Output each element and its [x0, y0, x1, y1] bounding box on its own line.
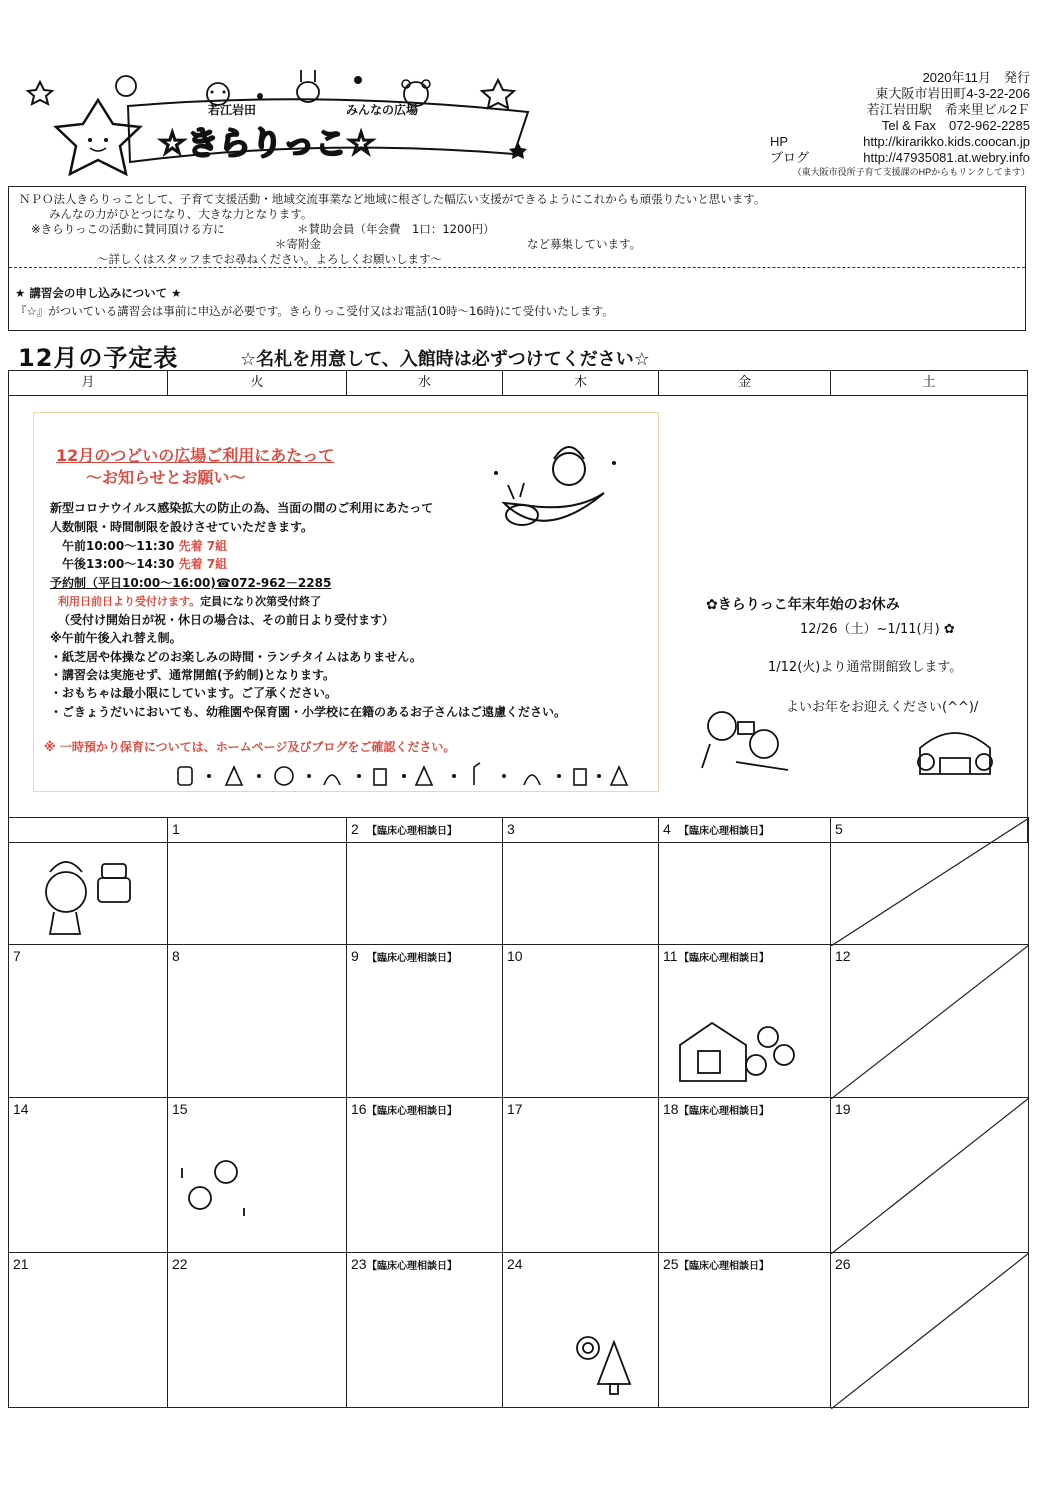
date-number: 11 [663, 948, 678, 964]
calendar-cell [8, 1097, 168, 1253]
weekday-thu: 木 [502, 370, 659, 396]
chef-cake-illustration [36, 852, 142, 936]
blog-label: ブログ [770, 150, 810, 165]
hp-link[interactable]: http://kirarikko.kids.coocan.jp [863, 134, 1030, 149]
date-number: 2 [351, 821, 359, 837]
holiday-title: ✿きらりっこ年末年始のお休み [706, 597, 900, 613]
calendar-cell [502, 944, 659, 1098]
lecture-text: 『☆』がついている講習会は事前に申込が必要です。きらりっこ受付又はお電話(10時～16時)にて受付いたします。 [15, 304, 614, 318]
intro-line-3a: ※きらりっこの活動に賛同頂ける方に [31, 222, 225, 236]
consultation-day-tag: 【臨床心理相談日】 [679, 953, 769, 964]
date-number: 1 [172, 821, 180, 837]
pm-capacity: 先着 7組 [178, 557, 228, 571]
calendar-cell [8, 1252, 168, 1408]
date-number: 18 [663, 1101, 679, 1117]
house-kids-illustration [676, 1015, 802, 1085]
logo-sub-left: 若江岩田 [208, 103, 257, 117]
weekday-sat: 土 [830, 370, 1028, 396]
calendar-cell [830, 817, 1029, 945]
date-number: 7 [13, 948, 21, 964]
blog-link[interactable]: http://47935081.at.webry.info [863, 150, 1030, 165]
weekday-tue: 火 [167, 370, 347, 396]
consultation-day-tag: 【臨床心理相談日】 [367, 1106, 457, 1117]
publication-info [770, 70, 1030, 178]
notice-line-7: ※午前午後入れ替え制。 [50, 631, 182, 645]
calendar-cell [8, 944, 168, 1098]
date-number: 14 [13, 1101, 29, 1117]
calendar-cell [346, 1097, 503, 1253]
intro-line-4a: ＊寄附金 [275, 237, 321, 251]
address-line-2: 若江岩田駅 希来里ビル2Ｆ [866, 102, 1030, 117]
reopen-notice: 1/12(火)より通常開館致します。 [768, 660, 963, 675]
calendar-cell [502, 817, 659, 945]
date-number: 4 [663, 821, 671, 837]
calendar-cell [658, 817, 831, 945]
schedule-title: 12月の予定表 [18, 344, 179, 372]
address-line-1: 東大阪市岩田町4-3-22-206 [875, 86, 1030, 101]
notice-line-1: 新型コロナウイルス感染拡大の防止の為、当面の間のご利用にあたって [50, 501, 434, 515]
weekday-wed: 水 [346, 370, 503, 396]
christmas-tree-wreath-illustration [570, 1332, 640, 1398]
closed-day-diagonal [831, 1098, 1029, 1254]
pm-slot: 午後13:00～14:30 [62, 557, 175, 571]
reservation-info: 予約制（平日10:00～16:00)☎072-962－2285 [50, 576, 332, 590]
christmas-garland-illustration [174, 761, 634, 791]
notice-title: 12月のつどいの広場ご利用にあたって [56, 446, 335, 465]
date-number: 25 [663, 1256, 679, 1272]
consultation-day-tag: 【臨床心理相談日】 [679, 1106, 769, 1117]
reservation-start: 利用日前日より受付けます。 [58, 595, 201, 608]
am-slot: 午前10:00～11:30 [62, 539, 175, 553]
new-year-greeting: よいお年をお迎えください(^^)/ [786, 700, 979, 715]
santa-sleigh-illustration [484, 433, 624, 553]
intro-box [8, 186, 1026, 331]
notice-line-2: 人数制限・時間制限を設けさせていただきます。 [50, 520, 314, 534]
dancing-kids-illustration [174, 1156, 254, 1222]
date-number: 21 [13, 1256, 29, 1272]
weekday-fri: 金 [658, 370, 831, 396]
fireplace-illustration [910, 724, 1000, 784]
kids-illustration [692, 704, 802, 774]
date-number: 19 [835, 1101, 851, 1117]
notice-line-10: ・おもちゃは最小限にしています。ご了承ください。 [50, 686, 338, 700]
calendar-cell [167, 817, 347, 945]
calendar-cell [167, 944, 347, 1098]
calendar-cell [830, 1097, 1029, 1253]
date-number: 24 [507, 1256, 523, 1272]
date-number: 9 [351, 948, 359, 964]
calendar-cell [346, 817, 503, 945]
date-number: 23 [351, 1256, 367, 1272]
date-number: 3 [507, 821, 515, 837]
notice-line-8: ・紙芝居や体操などのお楽しみの時間・ランチタイムはありません。 [50, 650, 422, 664]
logo-title: ☆きらりっこ☆ [158, 124, 376, 162]
intro-line-3b: ＊賛助会員（年会費 1口：1200円） [297, 222, 495, 236]
am-capacity: 先着 7組 [178, 539, 228, 553]
closed-day-diagonal [831, 1253, 1029, 1409]
reservation-end: 定員になり次第受付終了 [200, 595, 322, 608]
date-number: 10 [507, 948, 523, 964]
date-number: 22 [172, 1256, 188, 1272]
consultation-day-tag: 【臨床心理相談日】 [679, 1261, 769, 1272]
hp-label: HP [770, 134, 789, 149]
kirarikko-logo [18, 62, 538, 190]
logo-sub-right: みんなの広場 [346, 103, 419, 117]
calendar-cell [658, 1252, 831, 1408]
calendar-cell [658, 1097, 831, 1253]
holiday-dates: 12/26（土）~1/11(月) ✿ [800, 622, 955, 637]
date-number: 12 [835, 948, 851, 964]
date-number: 15 [172, 1101, 188, 1117]
calendar-cell [346, 1252, 503, 1408]
notice-box [33, 412, 659, 792]
calendar-cell [346, 944, 503, 1098]
consultation-day-tag: 【臨床心理相談日】 [367, 953, 457, 964]
closed-day-diagonal [831, 818, 1029, 946]
calendar-cell [167, 1252, 347, 1408]
closed-day-diagonal [831, 945, 1029, 1099]
divider [9, 267, 1025, 268]
weekday-mon: 月 [8, 370, 168, 396]
tel-fax: Tel & Fax 072-962-2285 [881, 118, 1030, 133]
consultation-day-tag: 【臨床心理相談日】 [679, 826, 769, 837]
intro-line-5: ～詳しくはスタッフまでお尋ねください。よろしくお願いします～ [97, 252, 442, 266]
intro-line-4b: など募集しています。 [527, 237, 642, 251]
notice-line-12: ※ 一時預かり保育については、ホームページ及びブログをご確認ください。 [44, 740, 456, 754]
calendar-cell [502, 1097, 659, 1253]
city-link-note: （東大阪市役所子育て支援課のHPからもリンクしてます） [792, 167, 1030, 177]
intro-line-1: ＮＰＯ法人きらりっことして、子育て支援活動・地域交流事業など地域に根ざした幅広い支援ができるようにこれからも頑張りたいと思います。 [19, 192, 766, 206]
consultation-day-tag: 【臨床心理相談日】 [367, 826, 457, 837]
lecture-title: ★ 講習会の申し込みについて ★ [15, 286, 182, 300]
consultation-day-tag: 【臨床心理相談日】 [367, 1261, 457, 1272]
issue-date: 2020年11月 発行 [922, 70, 1030, 85]
calendar-cell [830, 1252, 1029, 1408]
intro-line-2: みんなの力がひとつになり、大きな力となります。 [49, 207, 313, 221]
date-number: 5 [835, 821, 843, 837]
date-number: 16 [351, 1101, 367, 1117]
date-number: 26 [835, 1256, 851, 1272]
notice-subtitle: ～お知らせとお願い～ [86, 468, 246, 487]
notice-line-11: ・ごきょうだいにおいても、幼稚園や保育園・小学校に在籍のあるお子さんはご遠慮ください。 [50, 705, 567, 719]
schedule-note: ☆名札を用意して、入館時は必ずつけてください☆ [240, 349, 650, 370]
calendar-cell [830, 944, 1029, 1098]
notice-line-6: （受付け開始日が祝・休日の場合は、その前日より受付ます） [58, 613, 395, 627]
notice-line-9: ・講習会は実施せず、通常開館(予約制)となります。 [50, 668, 336, 682]
date-number: 8 [172, 948, 180, 964]
date-number: 17 [507, 1101, 523, 1117]
